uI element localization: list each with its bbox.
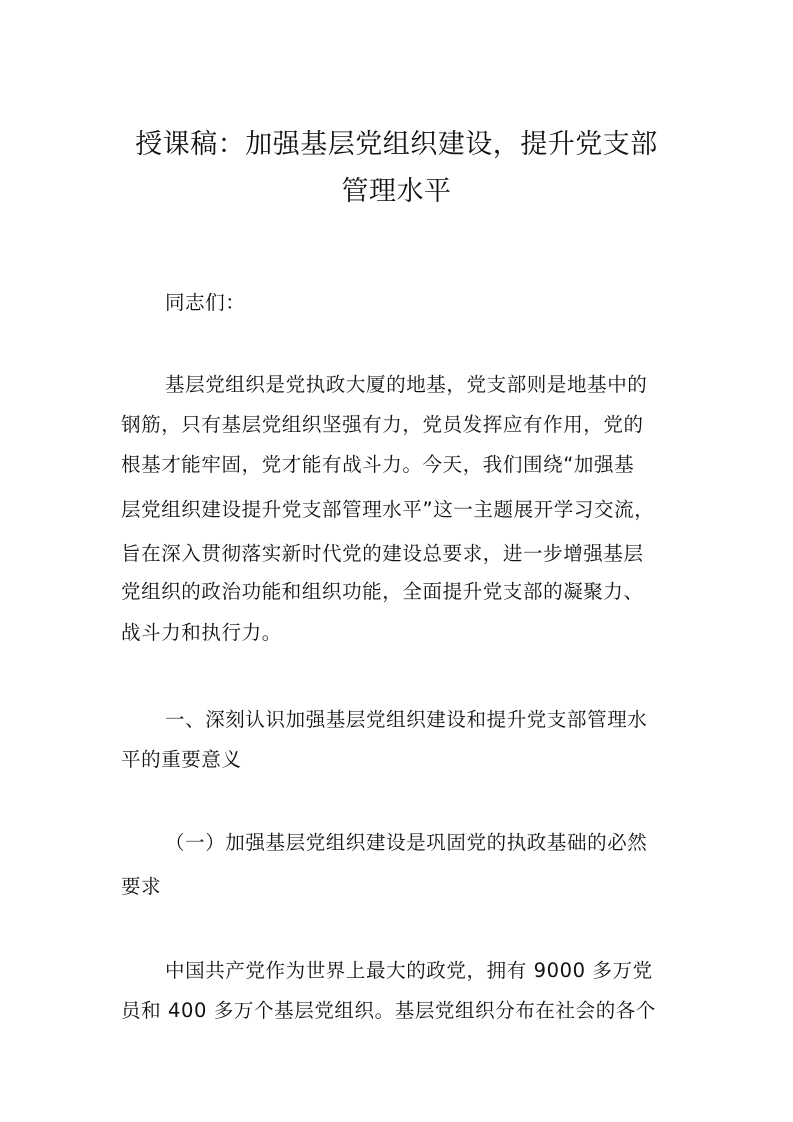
subsection-heading-1-1: （一）加强基层党组织建设是巩固党的执政基础的必然 [165,831,648,854]
subsection-heading-1-1: 要求 [121,875,162,898]
paragraph-1-line: 根基才能牢固，党才能有战斗力。今天，我们围绕“加强基 [121,453,635,476]
title-line-2: 管理水平 [341,176,452,207]
section-heading-1: 平的重要意义 [121,748,242,771]
paragraph-1-line: 旨在深入贯彻落实新时代党的建设总要求，进一步增强基层 [121,542,644,565]
paragraph-1-line: 基层党组织是党执政大厦的地基，党支部则是地基中的 [165,373,648,396]
paragraph-1-line: 钢筋，只有基层党组织坚强有力，党员发挥应有作用，党的 [121,413,644,436]
title-line-1: 授课稿：加强基层党组织建设，提升党支部 [135,129,658,160]
salutation: 同志们： [165,291,246,314]
paragraph-1-line: 战斗力和执行力。 [121,621,282,644]
section-heading-1: 一、深刻认识加强基层党组织建设和提升党支部管理水 [165,708,648,731]
paragraph-2-line: 员和 400 多万个基层党组织。基层党组织分布在社会的各个 [121,999,657,1022]
paragraph-1-line: 党组织的政治功能和组织功能，全面提升党支部的凝聚力、 [121,580,644,603]
paragraph-2-line: 中国共产党作为世界上最大的政党，拥有 9000 多万党 [165,959,653,982]
paragraph-1-line: 层党组织建设提升党支部管理水平”这一主题展开学习交流， [121,498,655,521]
